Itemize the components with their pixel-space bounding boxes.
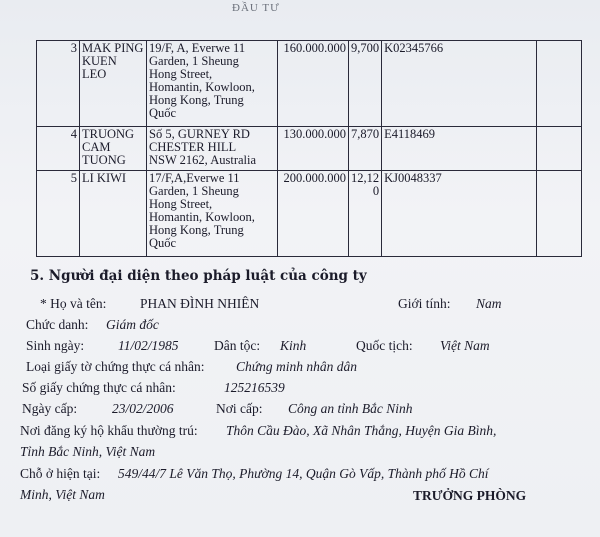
current-residence-value: 549/44/7 Lê Văn Thọ, Phường 14, Quận Gò Vấp, Thành phố Hồ Chí [118,466,489,481]
dob-value: 11/02/1985 [118,338,179,353]
shareholder-address [147,127,278,171]
address-line: Garden, 1 Sheung [149,54,239,68]
share-percent [349,171,382,257]
address-line: 19/F, A, Everwe 11 [149,41,246,55]
dob-label: Sinh ngày: [26,338,85,353]
title-label: Chức danh: [26,317,89,332]
title-value: Giám đốc [106,317,159,332]
shareholder-address [147,41,278,127]
name-line: MAK PING [82,41,144,55]
blank-cell [537,171,582,257]
nationality-value: Việt Nam [440,338,490,353]
issue-date-value: 23/02/2006 [112,401,174,416]
issue-place-label: Nơi cấp: [216,401,263,416]
issue-place-value: Công an tỉnh Bắc Ninh [288,401,413,416]
percent-line: 9,700 [351,41,380,55]
percent-line: 0 [372,184,380,198]
ethnic-value: Kinh [280,338,307,353]
name-line: TUONG [82,153,126,167]
share-percent [349,41,382,127]
ethnic-label: Dân tộc: [214,338,261,353]
name-line: CAM [82,140,111,154]
gender-label: Giới tính: [398,296,451,311]
address-line: Hong Kong, Trung [149,223,244,237]
nationality-label: Quốc tịch: [356,338,413,353]
shareholder-name [80,41,147,127]
address-line: Garden, 1 Sheung [149,184,239,198]
current-residence-label: Chỗ ở hiện tại: [20,466,101,481]
name-line: LI KIWI [82,171,127,185]
percent-line: 7,870 [351,127,380,141]
row-number: 5 [37,171,80,257]
permanent-residence-label: Nơi đăng ký hộ khẩu thường trú: [20,423,198,438]
id-number: K02345766 [382,41,537,127]
shareholder-name [80,127,147,171]
section-title: 5. Người đại diện theo pháp luật của công ty [30,268,367,284]
row-number: 3 [37,41,80,127]
shareholder-address [147,171,278,257]
gender-value: Nam [476,296,502,311]
address-line: Hong Street, [149,197,213,211]
current-residence-value-cont: Minh, Việt Nam [20,487,105,502]
blank-cell [537,41,582,127]
id-number: KJ0048337 [382,171,537,257]
share-percent [349,127,382,171]
address-line: 17/F,A,Everwe 11 [149,171,240,185]
permanent-residence-value: Thôn Cầu Đào, Xã Nhân Thắng, Huyện Gia Bình, [226,423,497,438]
id-type-label: Loại giấy tờ chứng thực cá nhân: [26,359,205,374]
table-row [37,171,582,257]
issue-date-label: Ngày cấp: [22,401,78,416]
address-line: Homantin, Kowloon, [149,80,255,94]
table-row [37,127,582,171]
address-line: Số 5, GURNEY RD [149,127,250,141]
address-line: Quốc [149,106,177,120]
name-value: PHAN ĐÌNH NHIÊN [140,296,260,311]
row-number: 4 [37,127,80,171]
address-line: Quốc [149,236,177,250]
id-number-label: Số giấy chứng thực cá nhân: [22,380,176,395]
id-type-value: Chứng minh nhân dân [236,359,357,374]
name-line: LEO [82,67,107,81]
table-row [37,41,582,127]
name-line: TRUONG [82,127,135,141]
id-number-value: 125216539 [224,380,285,395]
name-line: KUEN [82,54,117,68]
address-line: NSW 2162, Australia [149,153,257,167]
header-fragment: ĐẦU TƯ [232,2,280,14]
capital-value: 160.000.000 [278,41,349,127]
id-number: E4118469 [382,127,537,171]
address-line: Homantin, Kowloon, [149,210,255,224]
signature-title: TRƯỞNG PHÒNG [413,488,527,503]
capital-value: 200.000.000 [278,171,349,257]
blank-cell [537,127,582,171]
name-label: * Họ và tên: [40,296,107,311]
percent-line: 12,12 [351,171,380,185]
address-line: Hong Street, [149,67,213,81]
capital-value: 130.000.000 [278,127,349,171]
address-line: Hong Kong, Trung [149,93,244,107]
shareholder-table [36,40,582,257]
permanent-residence-value-cont: Tỉnh Bắc Ninh, Việt Nam [20,444,156,459]
address-line: CHESTER HILL [149,140,237,154]
shareholder-name [80,171,147,257]
